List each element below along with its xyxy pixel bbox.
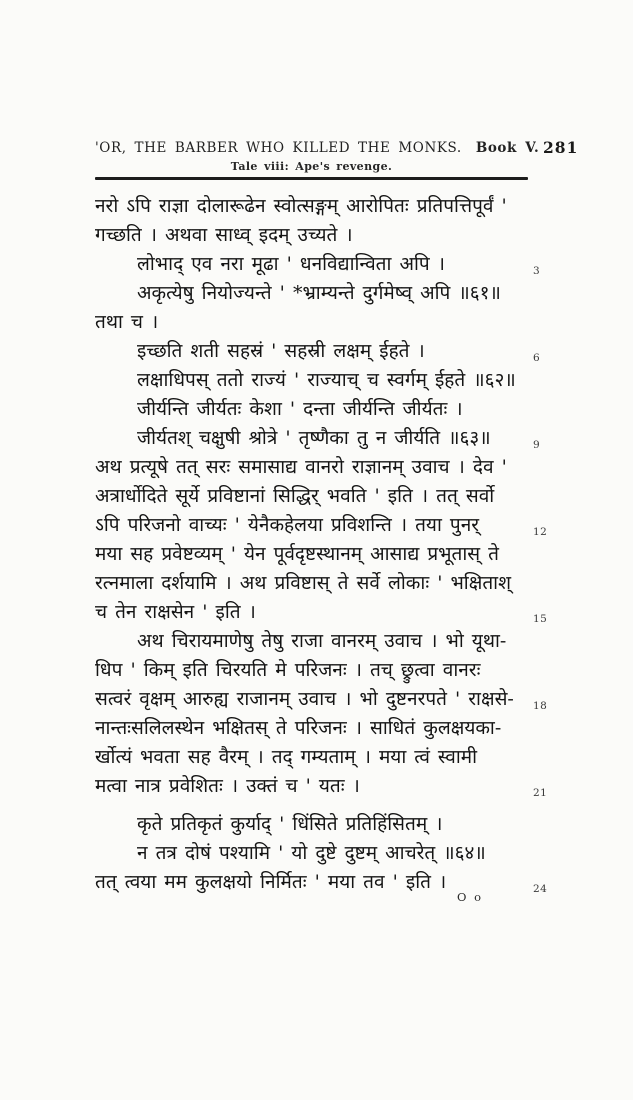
text-line: [95, 743, 528, 772]
line-text: तत् त्वया मम कुलक्षयो निर्मितः ' मया तव ' इति ।: [95, 871, 447, 893]
text-line: [95, 366, 528, 395]
text-line: [95, 714, 528, 743]
running-header: [95, 138, 579, 157]
text-line: [95, 279, 528, 308]
line-number: 3: [533, 265, 541, 277]
printer-signature: O o: [457, 890, 484, 904]
text-line: [95, 395, 528, 424]
text-line: [95, 656, 528, 685]
text-line: [95, 540, 528, 569]
page-number: 281: [543, 138, 579, 157]
text-line: [95, 424, 541, 453]
text-line: [95, 839, 528, 868]
book-label: Book V.: [475, 140, 540, 156]
running-title: 'OR, THE BARBER WHO KILLED THE MONKS.: [95, 140, 462, 156]
line-text: धिप ' किम् इति चिरयति मे परिजनः । तच् छ्रुत्वा वानरः: [95, 659, 481, 681]
text-line: [95, 453, 528, 482]
text-line: [95, 685, 548, 714]
line-text: तथा च ।: [95, 311, 159, 333]
line-text: गच्छति । अथवा साध्व् इदम् उच्यते ।: [95, 224, 353, 246]
line-text: लक्षाधिपस् ततो राज्यं ' राज्याच् च स्वर्गम् ईहते ॥६२॥: [137, 369, 516, 391]
text-line: [95, 627, 528, 656]
header-rule: [95, 177, 528, 180]
line-text: ऽपि परिजनो वाच्यः ' येनैकहेलया प्रविशन्ति । तया पुनर्: [95, 514, 480, 536]
line-number: 24: [533, 883, 548, 895]
line-text: मत्वा नात्र प्रवेशितः । उक्तं च ' यतः ।: [95, 775, 360, 797]
line-text: र्खोत्यं भवता सह वैरम् । तद् गम्यताम् । मया त्वं स्वामी: [95, 746, 478, 768]
line-text: च तेन राक्षसेन ' इति ।: [95, 601, 256, 623]
line-text: नरो ऽपि राज्ञा दोलारूढेन स्वोत्सङ्गम् आरोपितः प्रतिपत्तिपूर्वं ': [95, 195, 507, 217]
text-line: [95, 511, 548, 540]
text-line: [95, 308, 528, 337]
line-text: न तत्र दोषं पश्यामि ' यो दुष्टे दुष्टम् आचरेत् ॥६४॥: [137, 842, 486, 864]
line-text: जीर्यन्ति जीर्यतः केशा ' दन्ता जीर्यन्ति जीर्यतः ।: [137, 398, 463, 420]
line-number: 18: [533, 700, 548, 712]
tale-subtitle: Tale viii: Ape's revenge.: [230, 160, 393, 173]
body-text: [95, 192, 548, 897]
text-line: [95, 221, 528, 250]
line-text: जीर्यतश् चक्षुषी श्रोत्रे ' तृष्णैका तु न जीर्यति ॥६३॥: [137, 427, 491, 449]
line-text: सत्वरं वृक्षम् आरुह्य राजानम् उवाच । भो दुष्टनरपते ' राक्षसे-: [95, 688, 514, 710]
line-text: अथ चिरायमाणेषु तेषु राजा वानरम् उवाच । भो यूथा-: [137, 630, 507, 652]
text-line: [95, 250, 541, 279]
text-line: [95, 569, 528, 598]
line-text: नान्तःसलिलस्थेन भक्षितस् ते परिजनः । साधितं कुलक्षयका-: [95, 717, 502, 739]
line-number: 12: [533, 526, 548, 538]
text-column: [95, 138, 579, 904]
text-line: [95, 810, 528, 839]
text-line: [95, 868, 548, 897]
text-line: [95, 337, 541, 366]
line-number: 9: [533, 439, 541, 451]
text-line: [95, 482, 528, 511]
text-line: [95, 598, 548, 627]
line-text: इच्छति शती सहस्रं ' सहस्री लक्षम् ईहते ।: [137, 340, 425, 362]
line-text: अथ प्रत्यूषे तत् सरः समासाद्य वानरो राज्ञानम् उवाच । देव ': [95, 456, 507, 478]
line-text: अकृत्येषु नियोज्यन्ते ' *भ्राम्यन्ते दुर्गमेष्व् अपि ॥६१॥: [137, 282, 501, 304]
line-text: लोभाद् एव नरा मूढा ' धनविद्यान्विता अपि ।: [137, 253, 445, 275]
line-text: अत्रार्धोदिते सूर्ये प्रविष्टानां सिद्धिर् भवति ' इति । तत् सर्वो: [95, 485, 495, 507]
line-number: 6: [533, 352, 541, 364]
text-line: [95, 772, 548, 801]
text-line: [95, 192, 528, 221]
line-text: कृते प्रतिकृतं कुर्याद् ' धिंसिते प्रतिहिंसितम् ।: [137, 813, 443, 835]
line-text: मया सह प्रवेष्टव्यम् ' येन पूर्वदृष्टस्थानम् आसाद्य प्रभूतास् ते: [95, 543, 499, 565]
line-number: 15: [533, 613, 548, 625]
line-number: 21: [533, 787, 548, 799]
line-text: रत्नमाला दर्शयामि । अथ प्रविष्टास् ते सर्वे लोकाः ' भक्षिताश्: [95, 572, 512, 594]
